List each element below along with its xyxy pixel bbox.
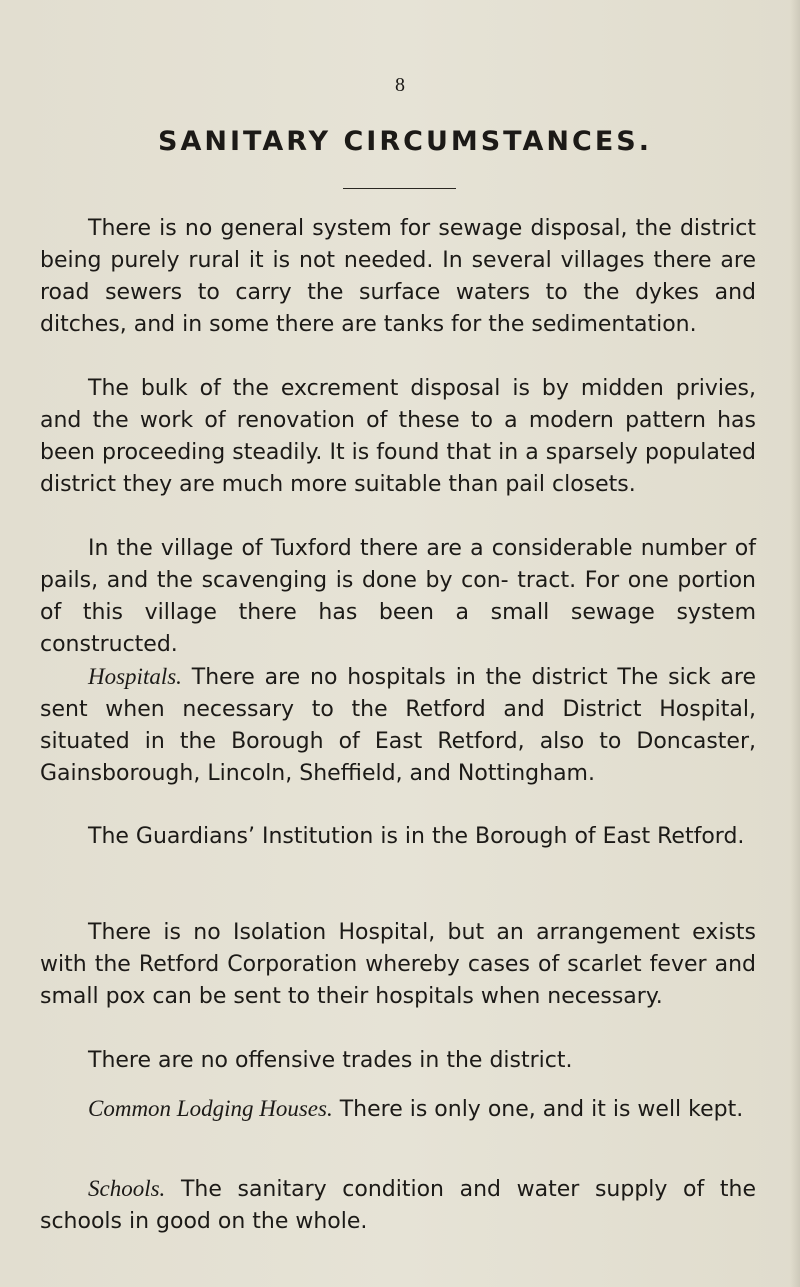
- paragraph-lodging: [40, 1093, 756, 1126]
- paragraph-body-schools: The sanitary condition and water supply of the schools in good on the whole.: [40, 1177, 756, 1234]
- page-edge-shadow: [790, 0, 800, 1287]
- paragraph-lead-schools: Schools.: [88, 1176, 166, 1201]
- paragraph-offensive-trades: There are no offensive trades in the district.: [88, 1048, 573, 1073]
- paragraph-tuxford: In the village of Tuxford there are a considerable number of pails, and the scavenging is done by con- tract. For one portion of this village there has been a small sewage system constructed.: [40, 536, 756, 657]
- paragraph-body-hospitals: There are no hospitals in the district The sick are sent when necessary to the Retford and District Hospital, situated in the Borough of East Retford, also to Doncaster, Gainsborough, Lincoln, Sheffield, and Nottingham.: [40, 665, 756, 786]
- paragraph-guardians: The Guardians’ Institution is in the Borough of East Retford.: [88, 824, 745, 849]
- page-number: 8: [395, 74, 405, 96]
- paragraph-isolation: There is no Isolation Hospital, but an arrangement exists with the Retford Corporation whereby cases of scarlet fever and small pox can be sent to their hospitals when necessary.: [40, 920, 756, 1009]
- paragraph-body-lodging: There is only one, and it is well kept.: [332, 1097, 744, 1122]
- paragraph-sewage: There is no general system for sewage disposal, the district being purely rural it is not needed. In several villages there are road sewers to carry the surface waters to the dykes and ditches, and in some there are tanks for the sedimentation.: [40, 216, 756, 337]
- paragraph-schools: [40, 1173, 756, 1238]
- heading-divider: [343, 188, 456, 189]
- section-heading: SANITARY CIRCUMSTANCES.: [158, 126, 652, 157]
- paragraph-excrement: The bulk of the excrement disposal is by midden privies, and the work of renovation of these to a modern pattern has been proceeding steadily. It is found that in a sparsely populated district they are much more suitable than pail closets.: [40, 376, 756, 497]
- paragraph-hospitals: [40, 661, 756, 790]
- paragraph-lead-lodging: Common Lodging Houses.: [88, 1096, 333, 1121]
- paragraph-lead-hospitals: Hospitals.: [88, 664, 182, 689]
